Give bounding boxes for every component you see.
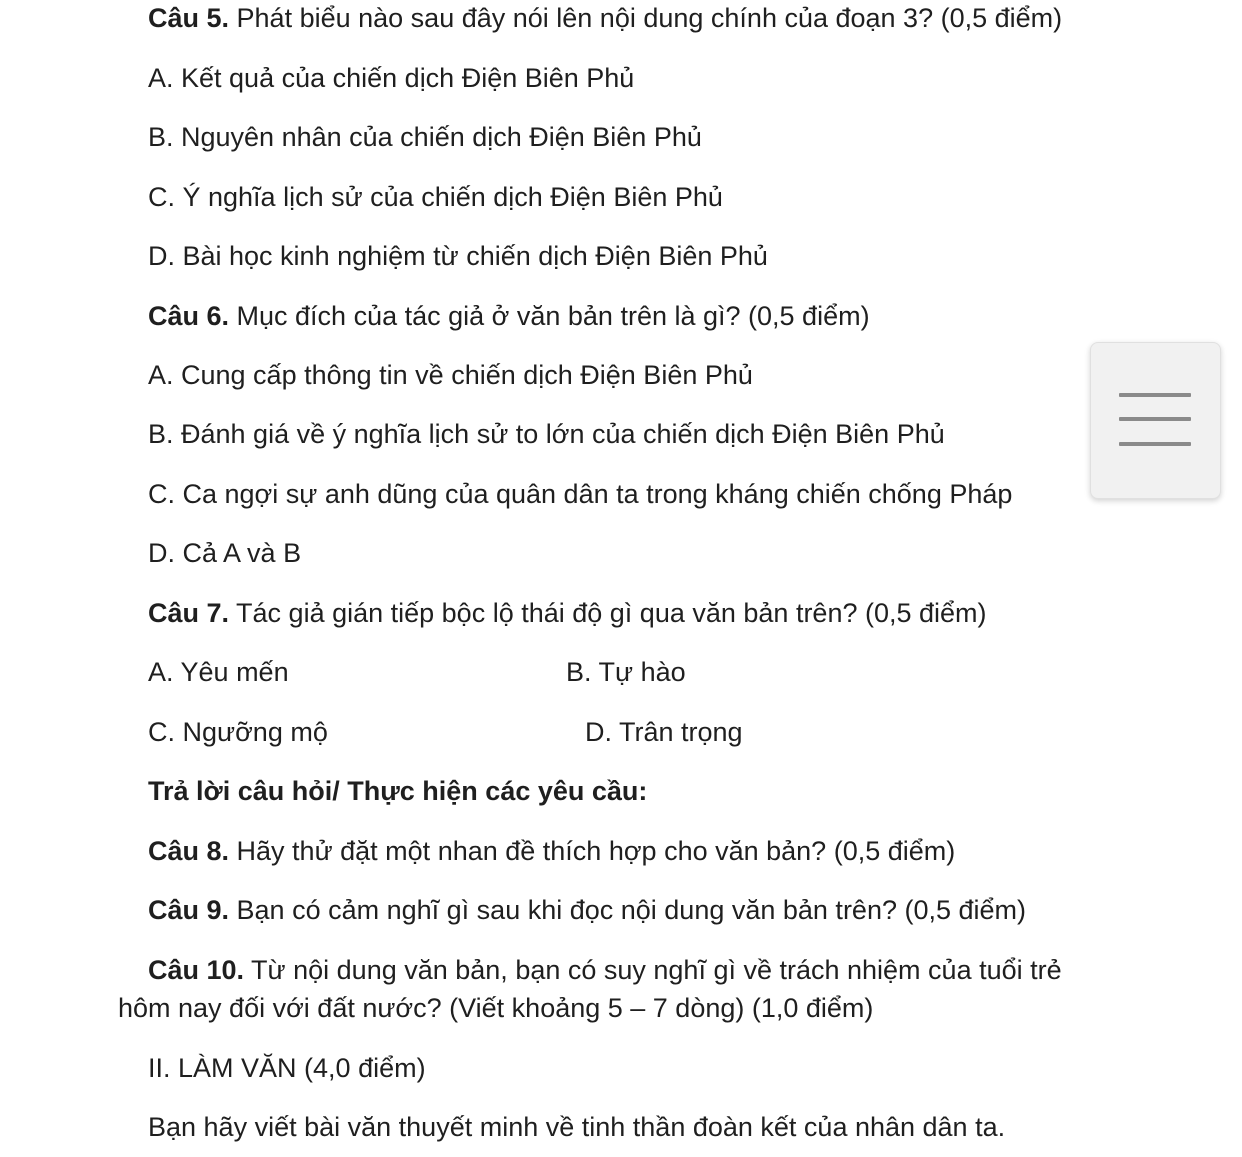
q6-option-a: A. Cung cấp thông tin về chiến dịch Điện Biên Phủ bbox=[148, 360, 753, 390]
q6-option-b: B. Đánh giá về ý nghĩa lịch sử to lớn của chiến dịch Điện Biên Phủ bbox=[148, 419, 945, 449]
question-6-label: Câu 6. bbox=[148, 301, 230, 331]
question-8-text: Hãy thử đặt một nhan đề thích hợp cho văn bản? (0,5 điểm) bbox=[229, 836, 956, 866]
essay-prompt: Bạn hãy viết bài văn thuyết minh về tinh thần đoàn kết của nhân dân ta. bbox=[148, 1112, 1006, 1142]
section-answer-heading: Trả lời câu hỏi/ Thực hiện các yêu cầu: bbox=[148, 776, 648, 806]
q5-option-a: A. Kết quả của chiến dịch Điện Biên Phủ bbox=[148, 63, 635, 93]
menu-button[interactable] bbox=[1090, 342, 1221, 499]
q5-option-c: C. Ý nghĩa lịch sử của chiến dịch Điện Biên Phủ bbox=[148, 182, 723, 212]
q7-option-b: B. Tự hào bbox=[566, 657, 686, 687]
question-9-text: Bạn có cảm nghĩ gì sau khi đọc nội dung văn bản trên? (0,5 điểm) bbox=[229, 895, 1027, 925]
section-2-heading: II. LÀM VĂN (4,0 điểm) bbox=[148, 1053, 426, 1083]
q5-option-b: B. Nguyên nhân của chiến dịch Điện Biên Phủ bbox=[148, 122, 702, 152]
question-8-label: Câu 8. bbox=[148, 836, 230, 866]
question-6-text: Mục đích của tác giả ở văn bản trên là gì? (0,5 điểm) bbox=[229, 301, 870, 331]
question-10-text: Từ nội dung văn bản, bạn có suy nghĩ gì về trách nhiệm của tuổi trẻ bbox=[244, 955, 1062, 985]
q7-option-c: C. Ngưỡng mộ bbox=[148, 717, 328, 747]
question-10 bbox=[148, 953, 1062, 987]
question-10-label: Câu 10. bbox=[148, 955, 245, 985]
q6-option-c: C. Ca ngợi sự anh dũng của quân dân ta trong kháng chiến chống Pháp bbox=[148, 479, 1013, 509]
question-7-text: Tác giả gián tiếp bộc lộ thái độ gì qua văn bản trên? (0,5 điểm) bbox=[229, 598, 987, 628]
question-5 bbox=[148, 1, 1062, 35]
question-6 bbox=[148, 299, 870, 333]
q6-option-d: D. Cả A và B bbox=[148, 538, 302, 568]
question-9-label: Câu 9. bbox=[148, 895, 230, 925]
q5-option-d: D. Bài học kinh nghiệm từ chiến dịch Điện Biên Phủ bbox=[148, 241, 768, 271]
question-7-label: Câu 7. bbox=[148, 598, 230, 628]
question-5-label: Câu 5. bbox=[148, 3, 230, 33]
q7-option-a: A. Yêu mến bbox=[148, 657, 289, 687]
question-9 bbox=[148, 893, 1026, 927]
question-10-continuation: hôm nay đối với đất nước? (Viết khoảng 5 – 7 dòng) (1,0 điểm) bbox=[118, 993, 874, 1023]
question-7 bbox=[148, 596, 987, 630]
q7-option-d: D. Trân trọng bbox=[585, 717, 743, 747]
question-8 bbox=[148, 834, 955, 868]
question-5-text: Phát biểu nào sau đây nói lên nội dung chính của đoạn 3? (0,5 điểm) bbox=[229, 3, 1063, 33]
